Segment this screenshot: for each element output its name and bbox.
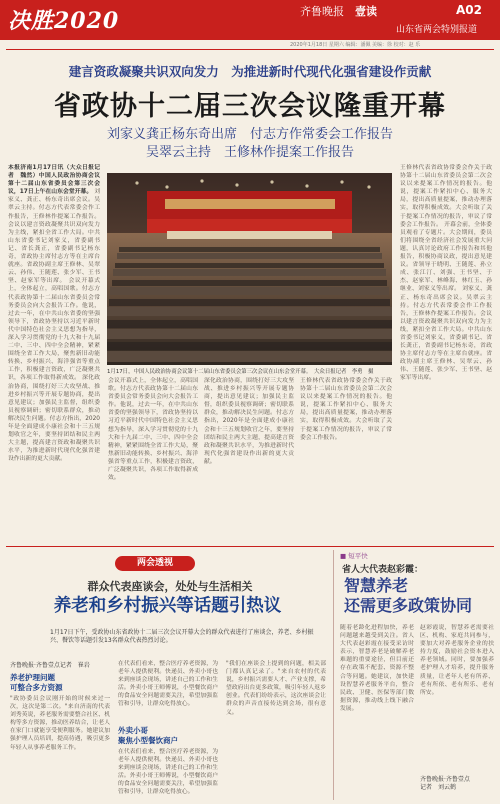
column-divider (333, 550, 334, 800)
special-report-label: 山东省两会特别报道 (396, 25, 478, 35)
side-column-2 (420, 624, 494, 772)
story-column-5 (400, 164, 492, 544)
story-text: 深化政治协商，围绕打好三大攻坚战、推进乡村振兴等开展专题协商，提出意见建议；加强民主监督，组织委员视察调研；密切联系群众，推动解决民生问题。付志方指出，2020年是全面建成小康社会和十三五规划收官之年，要坚持团结和民主两大主题，提高建言资政和凝聚共识水平，为推进新时代现代化强省建设作出新的更大贡献。 (204, 378, 294, 465)
congress-hall-photo (107, 173, 392, 365)
feature-headline: 养老和乡村振兴等话题引热议 (53, 596, 282, 616)
story-text: 开幕会前，全体委员观看了专题片。大会期间，委员们将围绕全省经济社会发展重大问题，认真讨论政府工作报告和其他报告，积极协商议政，提出意见建议。省领导于晓明、王随莲、孙立成、张江汀、刘强、王书坚、于杰、赵家军、林峰海、林红玉、孙继业、刘家义等出席。 (400, 221, 492, 293)
side-headline: 智慧养老 还需更多政策协同 (344, 576, 473, 615)
section-badge: 两会透视 (115, 556, 195, 571)
feature-column-1 (10, 695, 110, 799)
side-tag: ■ 短平快 (340, 552, 368, 560)
feature-column-2 (118, 660, 218, 720)
story-column-2 (108, 377, 198, 545)
story-text: 刘家义、龚正、杨东奇出席会议。吴翠云主持。付志方代表常委会作工作报告，王修林作提案工作报告。会议以建言资政凝聚共识双向发力为主线，紧扣全省工作大局。中共山东省委书记刘家义，省委副书记、省长龚正，省委副书记杨东奇，省政协主席付志方等在主席台就座。省政协副主席王修林、吴翠云、孙伟、王随莲、张少军、王书坚、赵家军等出席。 (8, 189, 100, 285)
story-deck-2: 吴翠云主持 王修林作提案工作报告 (145, 145, 354, 160)
feature-subhead-2: 外卖小哥 聚焦小型餐饮商户 (118, 726, 178, 745)
story-text: 王修林代表省政协常委会作关于政协第十二届山东省委员会第二次会议以来提案工作情况的报告。他说，提案工作紧扣中心、服务大局，提出高质量提案，推动办理落实，取得积极成效。大会听取了关于提案工作情况的报告，审议了常委会工作报告。 (400, 165, 492, 228)
story-kicker: 建言资政凝聚共识双向发力 为推进新时代现代化强省建设作贡献 (68, 64, 432, 79)
story-text: 刘家义、龚正、杨东奇出席会议。吴翠云主持。付志方代表常委会作工作报告，王修林作提案工作报告。会议以建言资政凝聚共识双向发力为主线，紧扣全省工作大局。中共山东省委书记刘家义，省委副书记、省长龚正，省委副书记杨东奇，省政协主席付志方等在主席台就座。省政协副主席王修林、吴翠云、孙伟、王随莲、张少军、王书坚、赵家军等出席。 (400, 286, 492, 382)
paper-name: 齐鲁晚报 壹读 (300, 5, 377, 18)
feature-kicker: 群众代表座谈会，处处与生活相关 (87, 580, 253, 593)
masthead-logo: 决胜2020 (8, 8, 120, 34)
side-byline: 齐鲁晚报·齐鲁壹点 记者 刘云鹤 (420, 776, 470, 791)
side-text: 赵彩霞说，智慧养老需要社区、机构、家庭共同参与，要加大对养老服务企业的扶持力度，鼓励社会资本进入养老领域。同时，要加强养老护理人才培养，提升服务质量，让老年人老有所养、老有所依、老有所乐、老有所安。 (420, 625, 494, 696)
divider (6, 49, 494, 50)
story-text: 深化政治协商，围绕打好三大攻坚战、推进乡村振兴等开展专题协商，提出意见建议；加强民主监督，组织委员视察调研；密切联系群众，推动解决民生问题。付志方指出，2020年是全面建成小康社会和十三五规划收官之年，要坚持团结和民主两大主题，提高建言资政和凝聚共识水平，为推进新时代现代化强省建设作出新的更大贡献。 (8, 375, 100, 463)
story-text: 会议开幕式上，全体起立，高唱国歌。付志方代表政协第十二届山东省委员会常务委员会向大会报告工作。他说，过去一年，在中共山东省委的坚强领导下，省政协坚持以习近平新时代中国特色社会主义思想为指导，深入学习贯彻党的十九大和十九届二中、三中、四中全会精神，紧紧围绕全省工作大局，聚焦新旧动能转换、乡村振兴、海洋强省等重点工作，积极建言资政，广泛凝聚共识，各项工作取得新成效。 (8, 278, 100, 382)
divider (6, 546, 494, 547)
story-text: 王修林代表省政协常委会作关于政协第十二届山东省委员会第二次会议以来提案工作情况的报告。他说，提案工作紧扣中心、服务大局，提出高质量提案，推动办理落实，取得积极成效。大会听取了关于提案工作情况的报告，审议了常委会工作报告。 (300, 378, 392, 441)
masthead (0, 0, 500, 40)
feature-text: "我们在座谈会上提到的问题，相关部门都认真记录了。"来自农村的代表说，乡村振兴需要人才、产业支撑，希望政府出台更多政策，吸引年轻人返乡创业。代表们纷纷表示，这次座谈会让群众的声音直接传达到会场，很有意义。 (226, 661, 326, 716)
feature-text: 在代表们看来，整合医疗养老资源，为老年人提供便利。快递员、外卖小哥也来到座谈会现场，讲述自己的工作和生活。外卖小哥王师傅说，小型餐饮商户的食品安全问题需要关注，希望加强监管和引导，让群众吃得放心。 (118, 749, 218, 796)
story-lead: 本报济南1月17日讯（大众日报记者 魏然）中国人民政治协商会议第十二届山东省委员会第三次会议，17日上午在山东会堂开幕。 (8, 165, 100, 196)
feature-text: 在代表们看来，整合医疗养老资源，为老年人提供便利。快递员、外卖小哥也来到座谈会现场，讲述自己的工作和生活。外卖小哥王师傅说，小型餐饮商户的食品安全问题需要关注，希望加强监管和引导，让群众吃得放心。 (118, 661, 218, 708)
story-column-3 (204, 377, 294, 545)
story-column-4 (300, 377, 392, 545)
side-kicker: 省人大代表赵彩霞： (342, 565, 424, 575)
story-text: 会议开幕式上，全体起立，高唱国歌。付志方代表政协第十二届山东省委员会常务委员会向大会报告工作。他说，过去一年，在中共山东省委的坚强领导下，省政协坚持以习近平新时代中国特色社会主义思想为指导，深入学习贯彻党的十九大和十九届二中、三中、四中全会精神，紧紧围绕全省工作大局，聚焦新旧动能转换、乡村振兴、海洋强省等重点工作，积极建言资政，广泛凝聚共识，各项工作取得新成效。 (108, 378, 198, 482)
dateline: 2020年1月18日 星期六 编辑：潘佩 美编：徐 校对：赵 乐 (290, 42, 421, 48)
feature-column-3 (226, 660, 326, 799)
feature-column-2b (118, 748, 218, 799)
feature-subhead-1: 养老护理问题 可整合多方资源 (10, 673, 63, 692)
story-headline: 省政协十二届三次会议隆重开幕 (54, 91, 446, 122)
story-deck-1: 刘家义龚正杨东奇出席 付志方作常委会工作报告 (106, 127, 393, 142)
feature-text: "政协委员会议刚开始的时候来过一次，这次是第二次。"来自济南的代表刘秀英说，养老服务需要整合社区、机构等多方资源，推动医养结合，让老人在家门口就能享受便利服务。她建议加强护理人员培训，提高待遇，吸引更多年轻人从事养老服务工作。 (10, 696, 110, 751)
photo-caption: 1月17日，中国人民政治协商会议第十二届山东省委员会第三次会议在山东会堂开幕。 大众日报记者 李勇 摄 (107, 369, 374, 375)
feature-byline: 齐鲁晚报·齐鲁壹点记者 崔岩 (10, 662, 90, 669)
story-column-1 (8, 164, 100, 544)
feature-intro: 1月17日下午，受政协山东省政协十二届三次会议开幕大会的群众代表进行了座谈会，养老、乡村振兴、餐饮等话题引发13名群众代表热烈讨论。 (50, 629, 314, 644)
page-number: A02 (456, 3, 482, 17)
side-text: 随着老龄化进程加快，养老问题越来越受到关注。省人大代表赵彩霞在接受采访时表示，智慧养老是破解养老难题的重要途径，但目前还存在政策不配套、资源不整合等问题。她建议，加快建设智慧养老服务平台，整合民政、卫健、医保等部门数据资源，推动线上线下融合发展。 (340, 625, 414, 712)
side-column-1 (340, 624, 414, 799)
